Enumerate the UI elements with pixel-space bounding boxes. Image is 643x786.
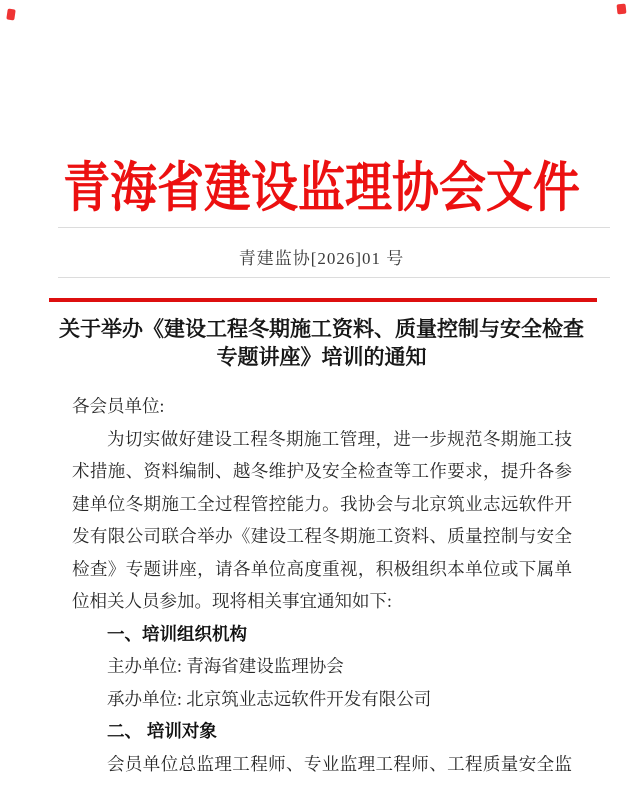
red-scan-artifact-top-right xyxy=(617,4,627,15)
body-line: 各会员单位: xyxy=(72,396,165,416)
body-line: 为切实做好建设工程冬期施工管理，进一步规范冬期施工技 xyxy=(107,428,572,449)
divider-below-doc-number xyxy=(58,277,610,278)
section-heading: 一、培训组织机构 xyxy=(107,623,247,644)
body-line: 主办单位: 青海省建设监理协会 xyxy=(107,656,344,676)
red-scan-artifact-top-left xyxy=(6,8,15,20)
document-subject xyxy=(40,316,603,372)
subject-line-2: 专题讲座》培训的通知 xyxy=(216,346,427,369)
section-heading: 二、 培训对象 xyxy=(107,721,217,741)
body-line: 会员单位总监理工程师、专业监理工程师、工程质量安全监 xyxy=(107,753,572,774)
document-body xyxy=(72,390,572,780)
body-line: 术措施、资料编制、越冬维护及安全检查等工作要求，提升各参 xyxy=(72,461,572,481)
body-line: 检查》专题讲座，请各单位高度重视，积极组织本单位或下属单 xyxy=(72,558,572,579)
body-line: 位相关人员参加。现将相关事宜通知如下: xyxy=(72,591,392,611)
document-number: 青建监协[2026]01 号 xyxy=(238,249,405,268)
body-line: 建单位冬期施工全过程管控能力。我协会与北京筑业志远软件开 xyxy=(72,493,572,514)
red-separator-line xyxy=(49,298,597,302)
divider-above-doc-number xyxy=(58,227,610,228)
body-line: 发有限公司联合举办《建设工程冬期施工资料、质量控制与安全 xyxy=(72,526,572,546)
body-line: 承办单位: 北京筑业志远软件开发有限公司 xyxy=(107,688,432,709)
masthead-title: 青海省建设监理协会文件 xyxy=(63,158,580,218)
subject-line-1: 关于举办《建设工程冬期施工资料、质量控制与安全检查 xyxy=(59,318,584,341)
